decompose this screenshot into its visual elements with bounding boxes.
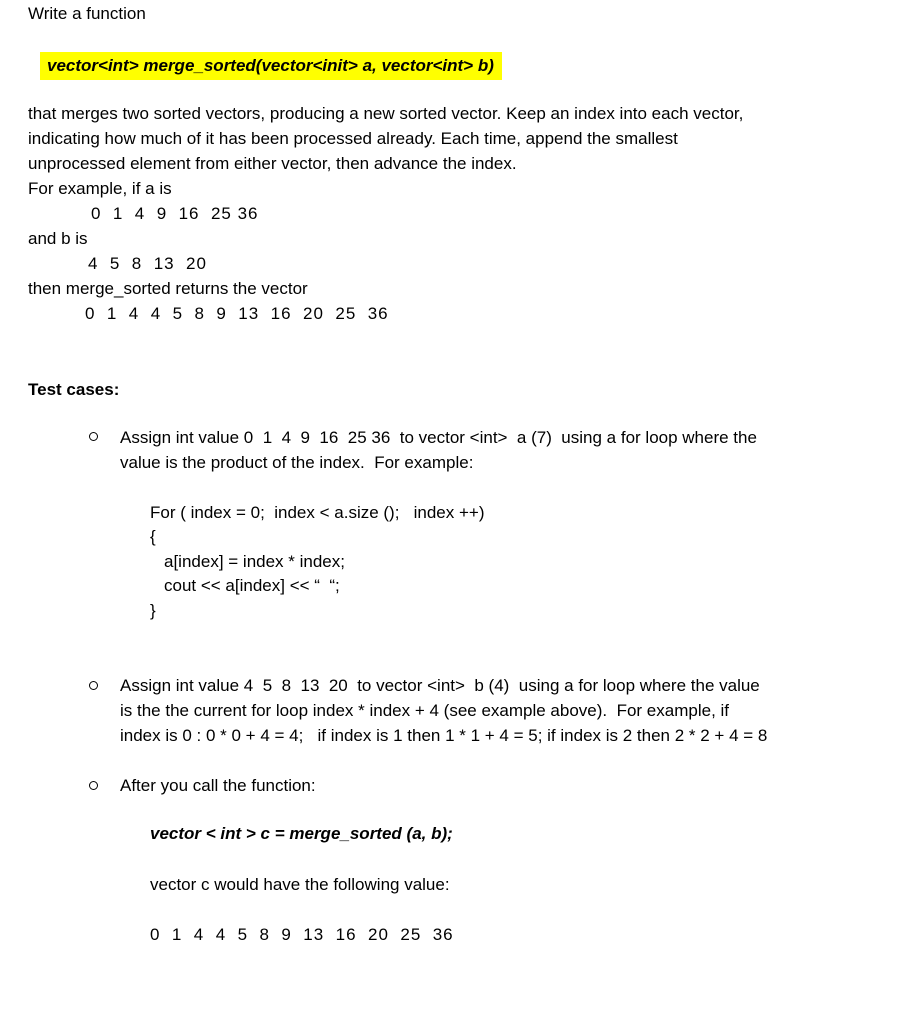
result-label: then merge_sorted returns the vector (28, 279, 308, 298)
a-values: 0 1 4 9 16 25 36 (91, 204, 259, 223)
description-line-3: unprocessed element from either vector, then advance the index. (28, 154, 517, 173)
case2-line-3: index is 0 : 0 * 0 + 4 = 4; if index is 1 then 1 * 1 + 4 = 5; if index is 2 then 2 * 2 + 4 = 8 (120, 726, 768, 745)
case1-line-2: value is the product of the index. For example: (120, 453, 474, 472)
intro-heading: Write a function (28, 4, 146, 23)
case2-line-2: is the the current for loop index * index + 4 (see example above). For example, if (120, 701, 730, 720)
code-line-for: For ( index = 0; index < a.size (); index ++) (150, 503, 485, 522)
case2-line-1: Assign int value 4 5 8 13 20 to vector <int> b (4) using a for loop where the value (120, 676, 760, 695)
result-values: 0 1 4 4 5 8 9 13 16 20 25 36 (85, 304, 389, 323)
c-value-label: vector c would have the following value: (150, 875, 450, 894)
code-line-close-brace: } (150, 601, 156, 620)
code-line-open-brace: { (150, 527, 156, 546)
bullet-icon (89, 681, 98, 690)
function-call: vector < int > c = merge_sorted (a, b); (150, 824, 453, 843)
case3-label: After you call the function: (120, 776, 316, 795)
b-values: 4 5 8 13 20 (88, 254, 207, 273)
example-label: For example, if a is (28, 179, 172, 198)
description-line-1: that merges two sorted vectors, producing a new sorted vector. Keep an index into each vector, (28, 104, 744, 123)
c-values: 0 1 4 4 5 8 9 13 16 20 25 36 (150, 925, 454, 944)
function-signature: vector<int> merge_sorted(vector<init> a, vector<int> b) (40, 52, 502, 80)
test-cases-heading: Test cases: (28, 380, 120, 399)
description-line-2: indicating how much of it has been processed already. Each time, append the smallest (28, 129, 678, 148)
bullet-icon (89, 432, 98, 441)
bullet-icon (89, 781, 98, 790)
case1-line-1: Assign int value 0 1 4 9 16 25 36 to vector <int> a (7) using a for loop where the (120, 428, 757, 447)
code-line-assign: a[index] = index * index; (164, 552, 345, 571)
b-label: and b is (28, 229, 88, 248)
code-line-cout: cout << a[index] << “ “; (164, 576, 340, 595)
